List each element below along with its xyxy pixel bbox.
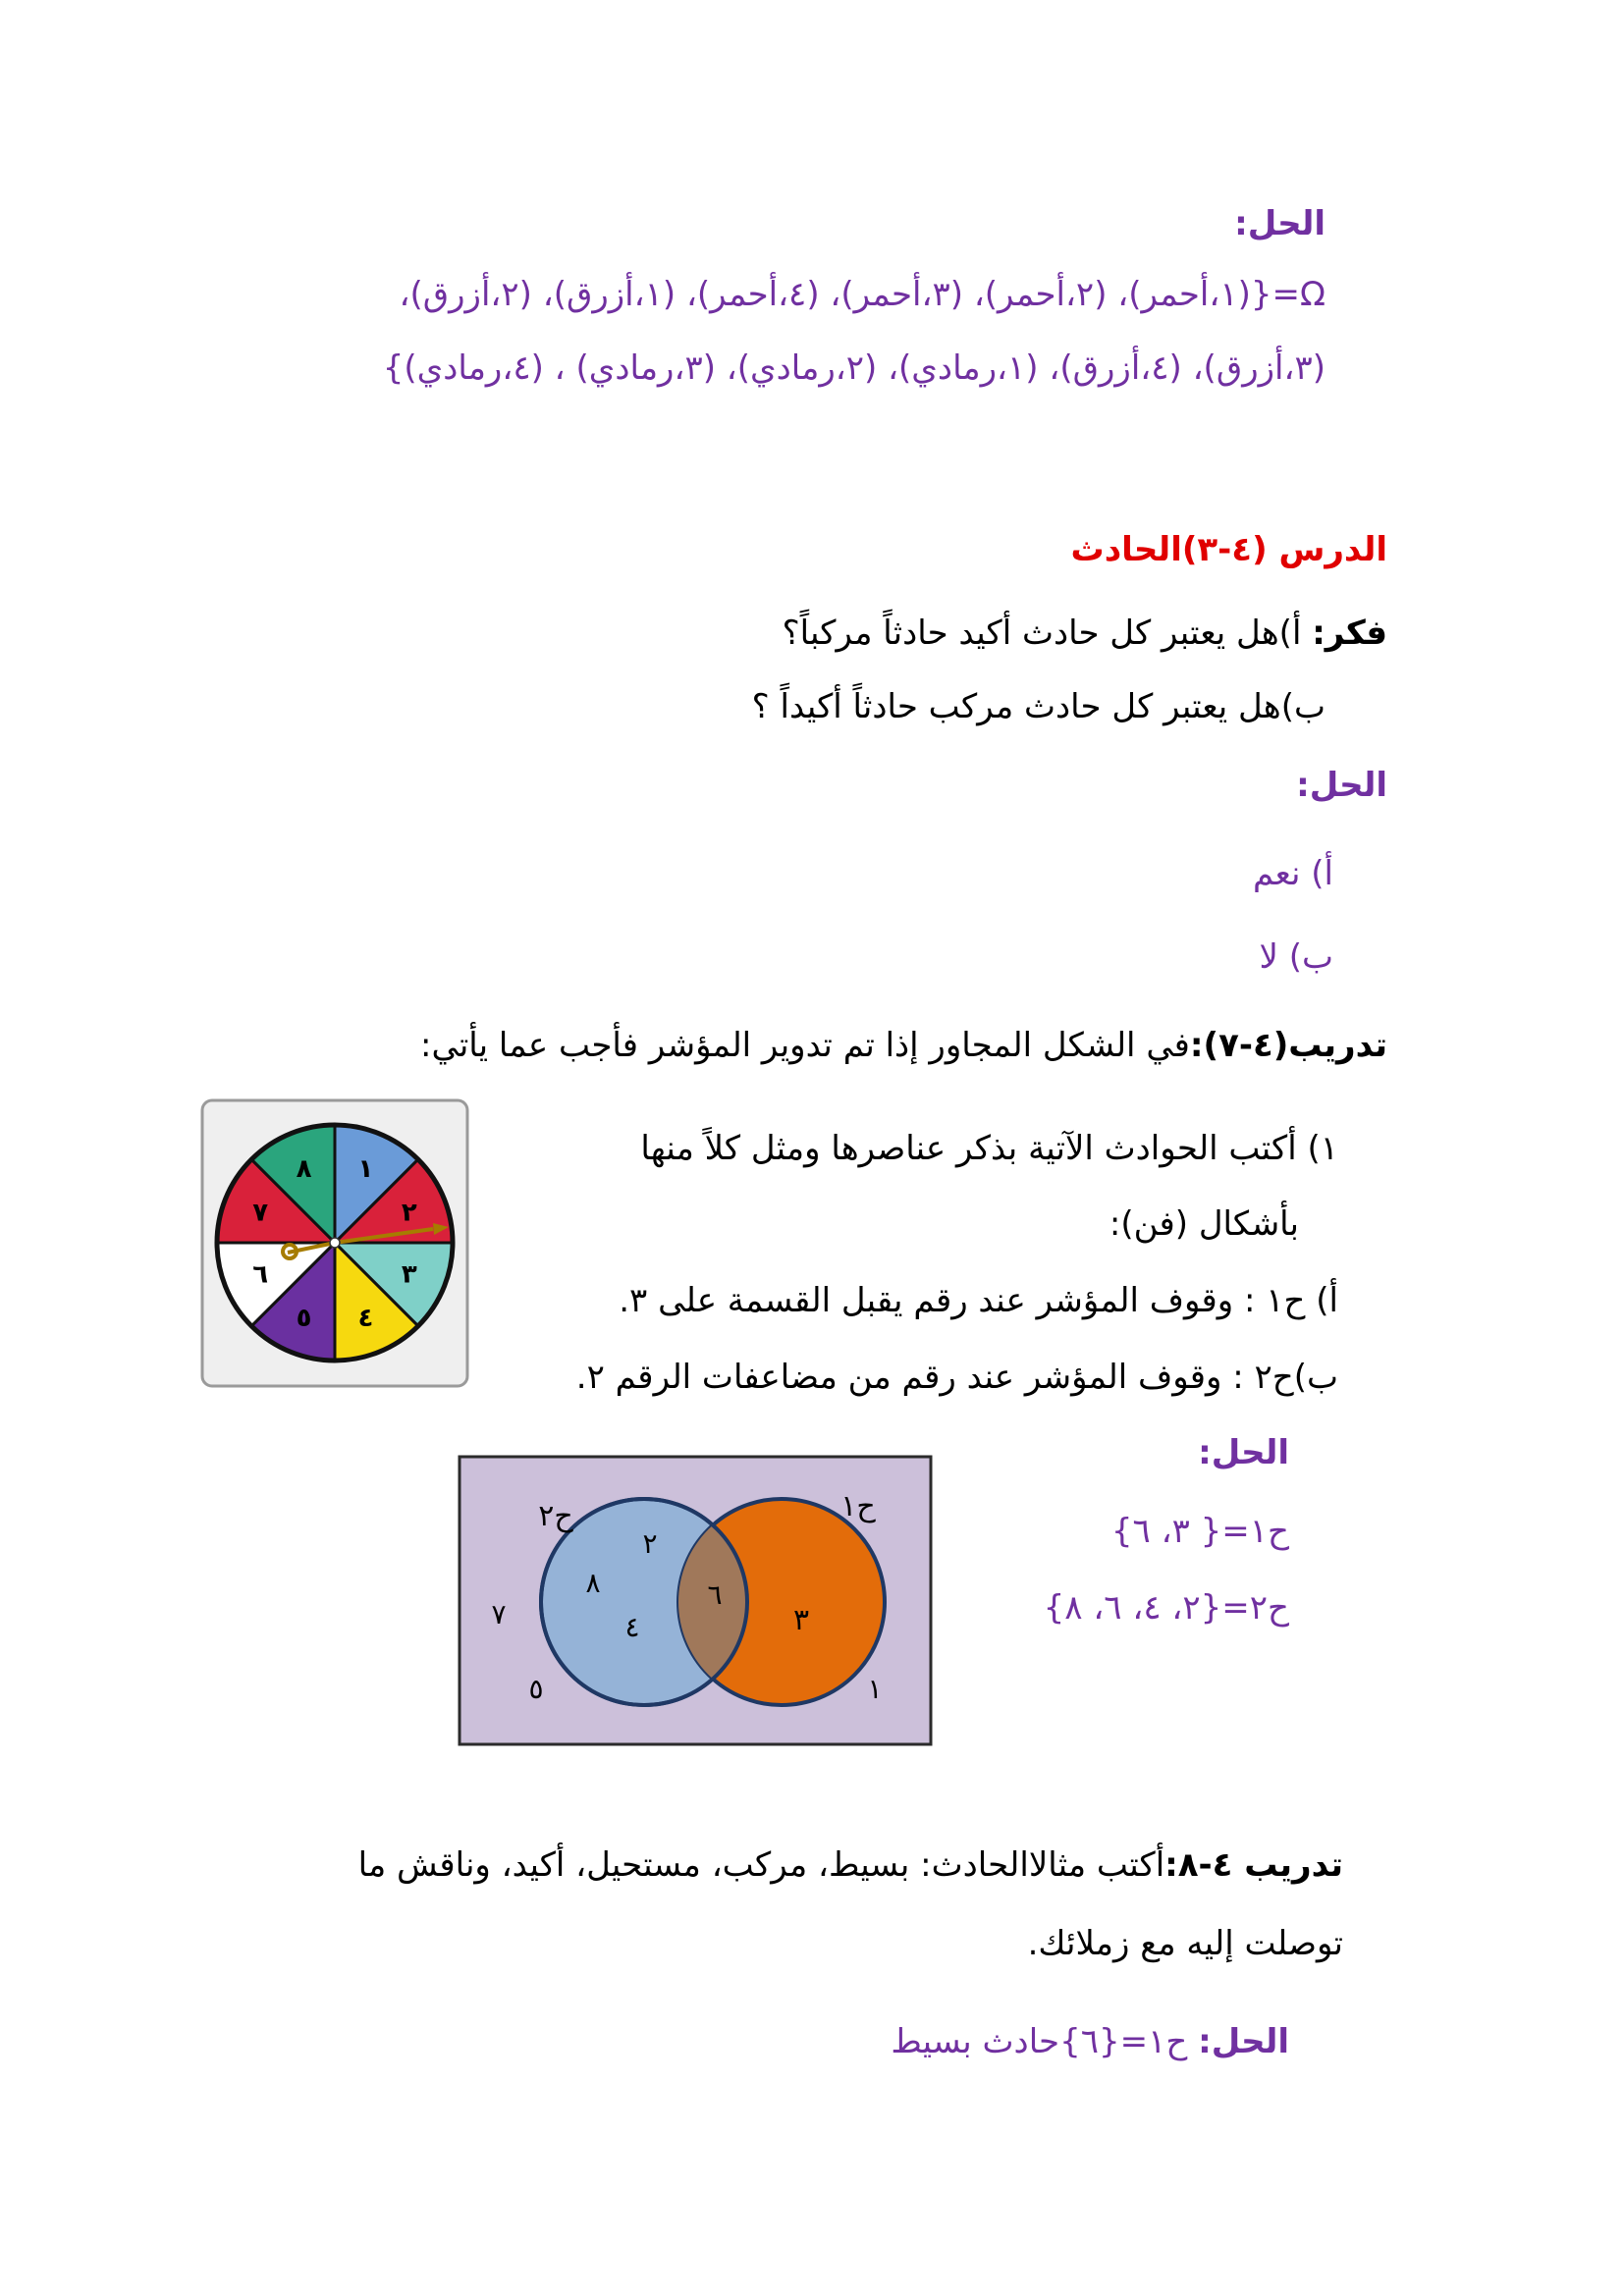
think-label: فكر: <box>1312 614 1387 653</box>
spinner-sector-label: ٣ <box>401 1259 417 1290</box>
exercise-7-q1-line2: بأشكال (فن): <box>1109 1204 1299 1244</box>
spinner-sector-label: ٧ <box>252 1198 269 1228</box>
exercise-8-solution-label: الحل: <box>1198 2022 1289 2061</box>
spinner-sector-label: ٢ <box>401 1198 417 1228</box>
think-question-a <box>783 614 1387 653</box>
spinner-sector-label: ٥ <box>296 1303 312 1333</box>
spinner-sector-label: ٨ <box>296 1154 312 1185</box>
exercise-7-qa: أ) ح١ : وقوف المؤشر عند رقم يقبل القسمة على ٣. <box>619 1281 1338 1320</box>
spinner-sector-label: ١ <box>357 1154 374 1185</box>
exercise-8-heading <box>358 1845 1343 1885</box>
lesson-title: الدرس (٤-٣)الحادث <box>1070 530 1387 569</box>
exercise-7-qb: ب)ح٢ : وقوف المؤشر عند رقم من مضاعفات الرقم ٢. <box>575 1358 1338 1397</box>
spinner-sector-label: ٤ <box>357 1303 374 1333</box>
exercise-7-text: في الشكل المجاور إذا تم تدوير المؤشر فأجب عما يأتي: <box>420 1026 1190 1065</box>
spinner-figure <box>199 1097 470 1389</box>
event-2-set: ح٢={٢، ٤، ٦، ٨} <box>1043 1588 1289 1628</box>
venn-element: ٧ <box>491 1598 507 1630</box>
solution-label-2: الحل: <box>1296 766 1387 805</box>
exercise-7-q1-line1: ١) أكتب الحوادث الآتية بذكر عناصرها ومثل كلاً منها <box>640 1129 1338 1168</box>
venn-label-event-1: ح١ <box>840 1489 876 1523</box>
spinner-sector-label: ٦ <box>252 1259 269 1290</box>
event-1-set: ح١={ ٣، ٦} <box>1110 1512 1289 1551</box>
venn-label-event-2: ح٢ <box>538 1499 573 1533</box>
venn-element: ٢ <box>642 1527 658 1560</box>
venn-element: ٤ <box>624 1611 640 1643</box>
venn-element: ٣ <box>792 1603 810 1637</box>
venn-diagram <box>458 1455 933 1746</box>
exercise-7-solution-label: الحل: <box>1198 1433 1289 1472</box>
exercise-8-solution-text: ح١={٦}حادث بسيط <box>891 2022 1199 2061</box>
exercise-7-heading <box>420 1026 1387 1065</box>
think-question-b: ب)هل يعتبر كل حادث مركب حادثاً أكيداً ؟ <box>751 687 1325 726</box>
exercise-8-text-2: توصلت إليه مع زملائك. <box>1027 1924 1343 1963</box>
answer-b: ب) لا <box>1259 937 1333 977</box>
exercise-7-label: تدريب(٤-٧): <box>1189 1026 1387 1065</box>
think-a-text: أ)هل يعتبر كل حادث أكيد حادثاً مركباً؟ <box>782 614 1313 653</box>
exercise-8-text: أكتب مثالاالحادث: بسيط، مركب، مستحيل، أكيد، وناقش ما <box>357 1845 1165 1885</box>
solution-label: الحل: <box>1234 204 1325 243</box>
exercise-8-label: تدريب ٤-٨: <box>1164 1845 1343 1885</box>
answer-a: أ) نعم <box>1252 854 1333 893</box>
sample-space-line-2: (٣،أزرق)، (٤،أزرق)، (١،رمادي)، (٢،رمادي)، (٣،رمادي) ، (٤،رمادي)} <box>382 348 1325 388</box>
venn-element: ١ <box>867 1673 883 1705</box>
sample-space-line-1: Ω={(١،أحمر)، (٢،أحمر)، (٣،أحمر)، (٤،أحمر)، (١،أزرق)، (٢،أزرق)، <box>399 275 1325 314</box>
venn-element: ٦ <box>707 1578 723 1611</box>
exercise-8-solution <box>891 2022 1289 2061</box>
venn-element: ٨ <box>585 1567 601 1599</box>
venn-element: ٥ <box>528 1673 544 1705</box>
